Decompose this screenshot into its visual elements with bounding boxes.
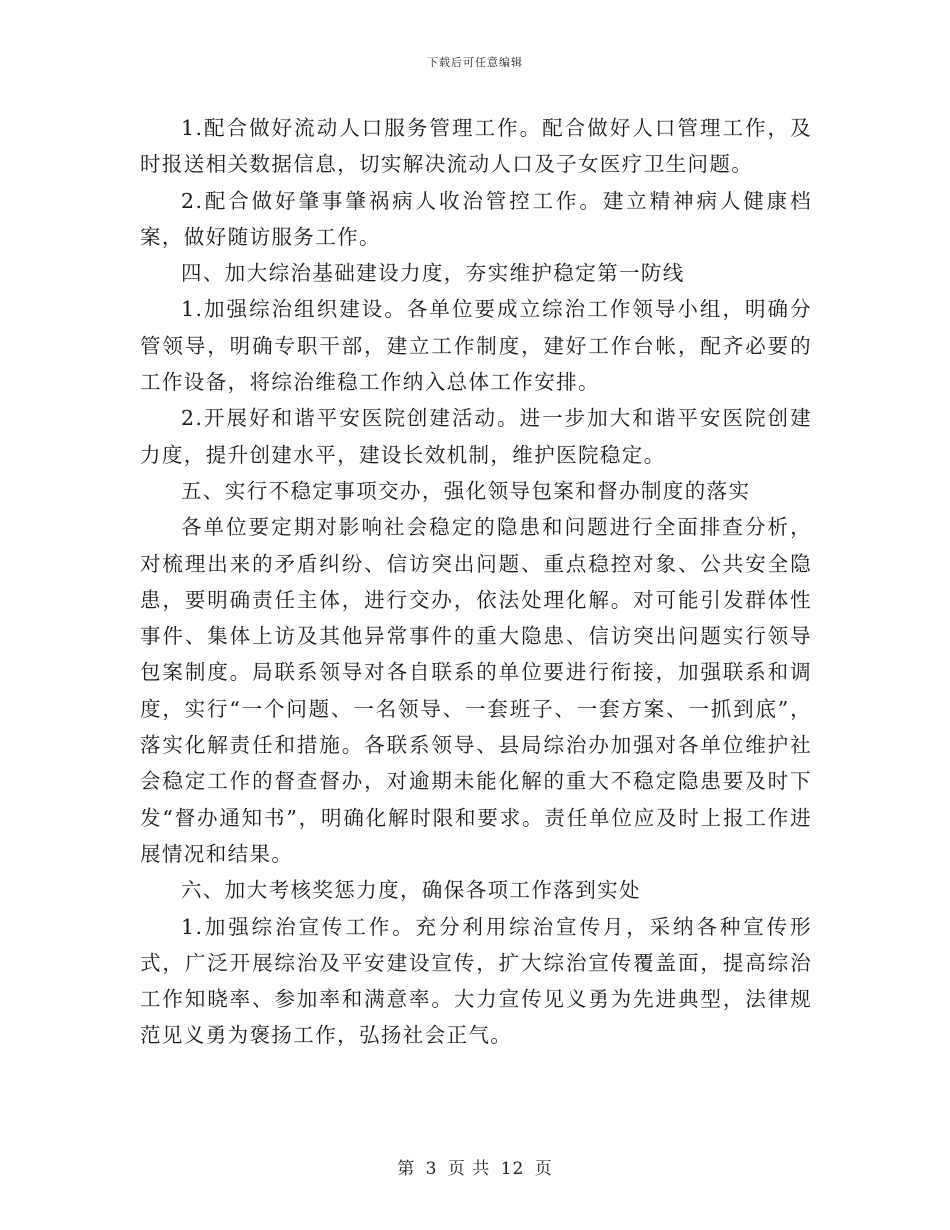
- page-suffix: 页: [534, 1159, 553, 1179]
- paragraph: 1.加强综治组织建设。各单位要成立综治工作领导小组，明确分管领导，明确专职干部，建立工作制度，建好工作台帐，配齐必要的工作设备，将综治维稳工作纳入总体工作安排。: [140, 297, 812, 395]
- paragraph: 各单位要定期对影响社会稳定的隐患和问题进行全面排查分析，对梳理出来的矛盾纠纷、信访突出问题、重点稳控对象、公共安全隐患，要明确责任主体，进行交办，依法处理化解。对可能引发群体性事件、集体上访及其他异常事件的重大隐患、信访突出问题实行领导包案制度。局联系领导对各自联系的单位要进行衔接，加强联系和调度，实行“一个问题、一名领导、一套班子、一套方案、一抓到底”，落实化解责任和措施。各联系领导、县局综治办加强对各单位维护社会稳定工作的督查督办，对逾期未能化解的重大不稳定隐患要及时下发“督办通知书”，明确化解时限和要求。责任单位应及时上报工作进展情况和结果。: [140, 515, 812, 866]
- page-prefix: 第: [397, 1159, 416, 1179]
- paragraph: 1.加强综治宣传工作。充分利用综治宣传月，采纳各种宣传形式，广泛开展综治及平安建设宣传，扩大综治宣传覆盖面，提高综治工作知晓率、参加率和满意率。大力宣传见义勇为先进典型，法律规范见义勇为褒扬工作，弘扬社会正气。: [140, 914, 812, 1048]
- paragraph: 2.开展好和谐平安医院创建活动。进一步加大和谐平安医院创建力度，提升创建水平，建设长效机制，维护医院稳定。: [140, 406, 812, 467]
- page-total: 12: [500, 1159, 525, 1179]
- page-middle: 页 共: [447, 1159, 491, 1179]
- section-heading: 四、加大综治基础建设力度，夯实维护稳定第一防线: [181, 261, 685, 286]
- section-heading: 六、加大考核奖惩力度，确保各项工作落到实处: [181, 878, 641, 903]
- page-header-note: 下载后可任意编辑: [427, 56, 523, 69]
- document-body: [140, 110, 812, 1054]
- paragraph: 2.配合做好肇事肇祸病人收治管控工作。建立精神病人健康档案，做好随访服务工作。: [140, 188, 812, 249]
- section-heading: 五、实行不稳定事项交办，强化领导包案和督办制度的落实: [181, 478, 751, 503]
- paragraph: 1.配合做好流动人口服务管理工作。配合做好人口管理工作，及时报送相关数据信息，切实解决流动人口及子女医疗卫生问题。: [140, 116, 812, 177]
- page-current: 3: [425, 1159, 438, 1179]
- page-number: [0, 1154, 950, 1179]
